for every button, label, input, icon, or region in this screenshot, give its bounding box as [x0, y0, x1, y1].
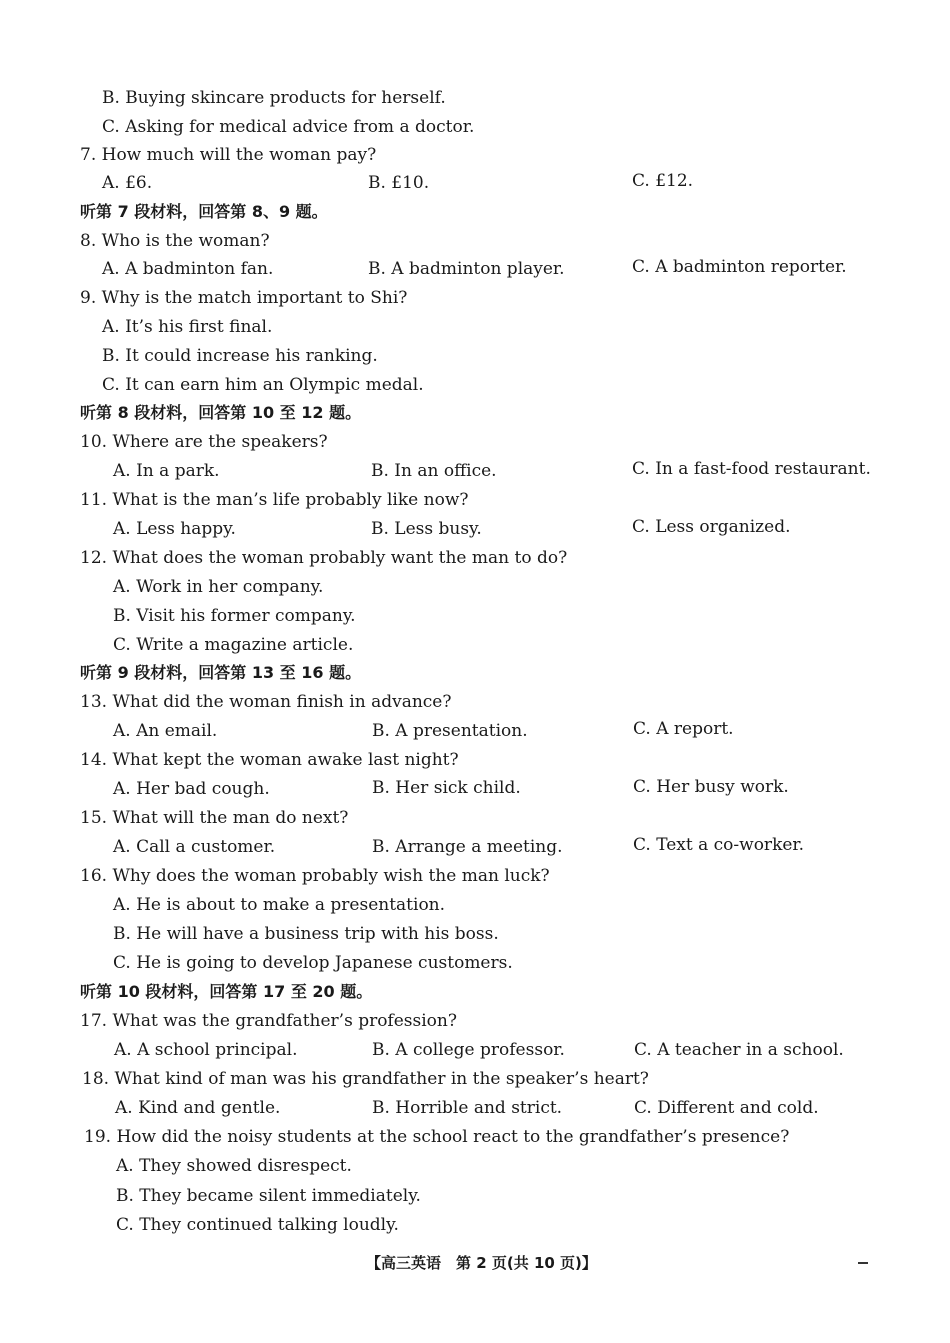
- page-footer: 【高三英语 第 2 页(共 10 页)】: [366, 1254, 597, 1272]
- option-13a: A. An email.: [113, 721, 218, 741]
- option-10b: B. In an office.: [371, 461, 497, 481]
- option-14b: B. Her sick child.: [372, 778, 521, 798]
- question-16: 16. Why does the woman probably wish the man luck?: [80, 866, 550, 886]
- margin-dash: [858, 1262, 868, 1264]
- option-14c: C. Her busy work.: [633, 777, 789, 797]
- question-13: 13. What did the woman finish in advance?: [80, 692, 452, 712]
- option-9a: A. It’s his first final.: [102, 317, 273, 337]
- section-heading-8: 听第 8 段材料，回答第 10 至 12 题。: [80, 403, 362, 422]
- option-14a: A. Her bad cough.: [113, 779, 270, 799]
- option-18b: B. Horrible and strict.: [372, 1098, 563, 1118]
- question-10: 10. Where are the speakers?: [80, 432, 328, 452]
- option-8c: C. A badminton reporter.: [632, 257, 847, 277]
- question-14: 14. What kept the woman awake last night?: [80, 750, 459, 770]
- option-17c: C. A teacher in a school.: [634, 1040, 844, 1060]
- option-16c: C. He is going to develop Japanese customers.: [113, 953, 513, 973]
- option-17a: A. A school principal.: [114, 1040, 298, 1060]
- option-6b: B. Buying skincare products for herself.: [102, 88, 446, 108]
- question-9: 9. Why is the match important to Shi?: [80, 288, 408, 308]
- option-16a: A. He is about to make a presentation.: [113, 895, 446, 915]
- question-12: 12. What does the woman probably want the man to do?: [80, 548, 568, 568]
- question-15: 15. What will the man do next?: [80, 808, 349, 828]
- option-18a: A. Kind and gentle.: [115, 1098, 281, 1118]
- section-heading-7: 听第 7 段材料，回答第 8、9 题。: [80, 202, 328, 221]
- option-15c: C. Text a co-worker.: [633, 835, 805, 855]
- option-8b: B. A badminton player.: [368, 259, 565, 279]
- section-heading-9: 听第 9 段材料，回答第 13 至 16 题。: [80, 663, 362, 682]
- option-6c: C. Asking for medical advice from a doctor.: [102, 117, 475, 137]
- question-11: 11. What is the man’s life probably like now?: [80, 490, 469, 510]
- option-19c: C. They continued talking loudly.: [116, 1215, 399, 1235]
- option-9b: B. It could increase his ranking.: [102, 346, 378, 366]
- question-8: 8. Who is the woman?: [80, 231, 270, 251]
- option-13c: C. A report.: [633, 719, 734, 739]
- question-19: 19. How did the noisy students at the school react to the grandfather’s presence?: [84, 1127, 790, 1147]
- option-7a: A. £6.: [102, 173, 153, 193]
- option-9c: C. It can earn him an Olympic medal.: [102, 375, 424, 395]
- option-11b: B. Less busy.: [371, 519, 482, 539]
- option-11c: C. Less organized.: [632, 517, 791, 537]
- option-17b: B. A college professor.: [372, 1040, 565, 1060]
- option-8a: A. A badminton fan.: [102, 259, 274, 279]
- option-18c: C. Different and cold.: [634, 1098, 819, 1118]
- option-15b: B. Arrange a meeting.: [372, 837, 563, 857]
- option-10c: C. In a fast-food restaurant.: [632, 459, 871, 479]
- option-12b: B. Visit his former company.: [113, 606, 356, 626]
- option-16b: B. He will have a business trip with his boss.: [113, 924, 499, 944]
- option-19b: B. They became silent immediately.: [116, 1186, 421, 1206]
- question-18: 18. What kind of man was his grandfather in the speaker’s heart?: [82, 1069, 649, 1089]
- section-heading-10: 听第 10 段材料，回答第 17 至 20 题。: [80, 982, 373, 1001]
- option-11a: A. Less happy.: [113, 519, 236, 539]
- option-12a: A. Work in her company.: [113, 577, 324, 597]
- option-13b: B. A presentation.: [372, 721, 528, 741]
- option-19a: A. They showed disrespect.: [116, 1156, 352, 1176]
- option-7c: C. £12.: [632, 171, 694, 191]
- option-12c: C. Write a magazine article.: [113, 635, 354, 655]
- option-7b: B. £10.: [368, 173, 430, 193]
- question-17: 17. What was the grandfather’s profession?: [80, 1011, 457, 1031]
- question-7: 7. How much will the woman pay?: [80, 145, 377, 165]
- option-15a: A. Call a customer.: [113, 837, 276, 857]
- option-10a: A. In a park.: [113, 461, 220, 481]
